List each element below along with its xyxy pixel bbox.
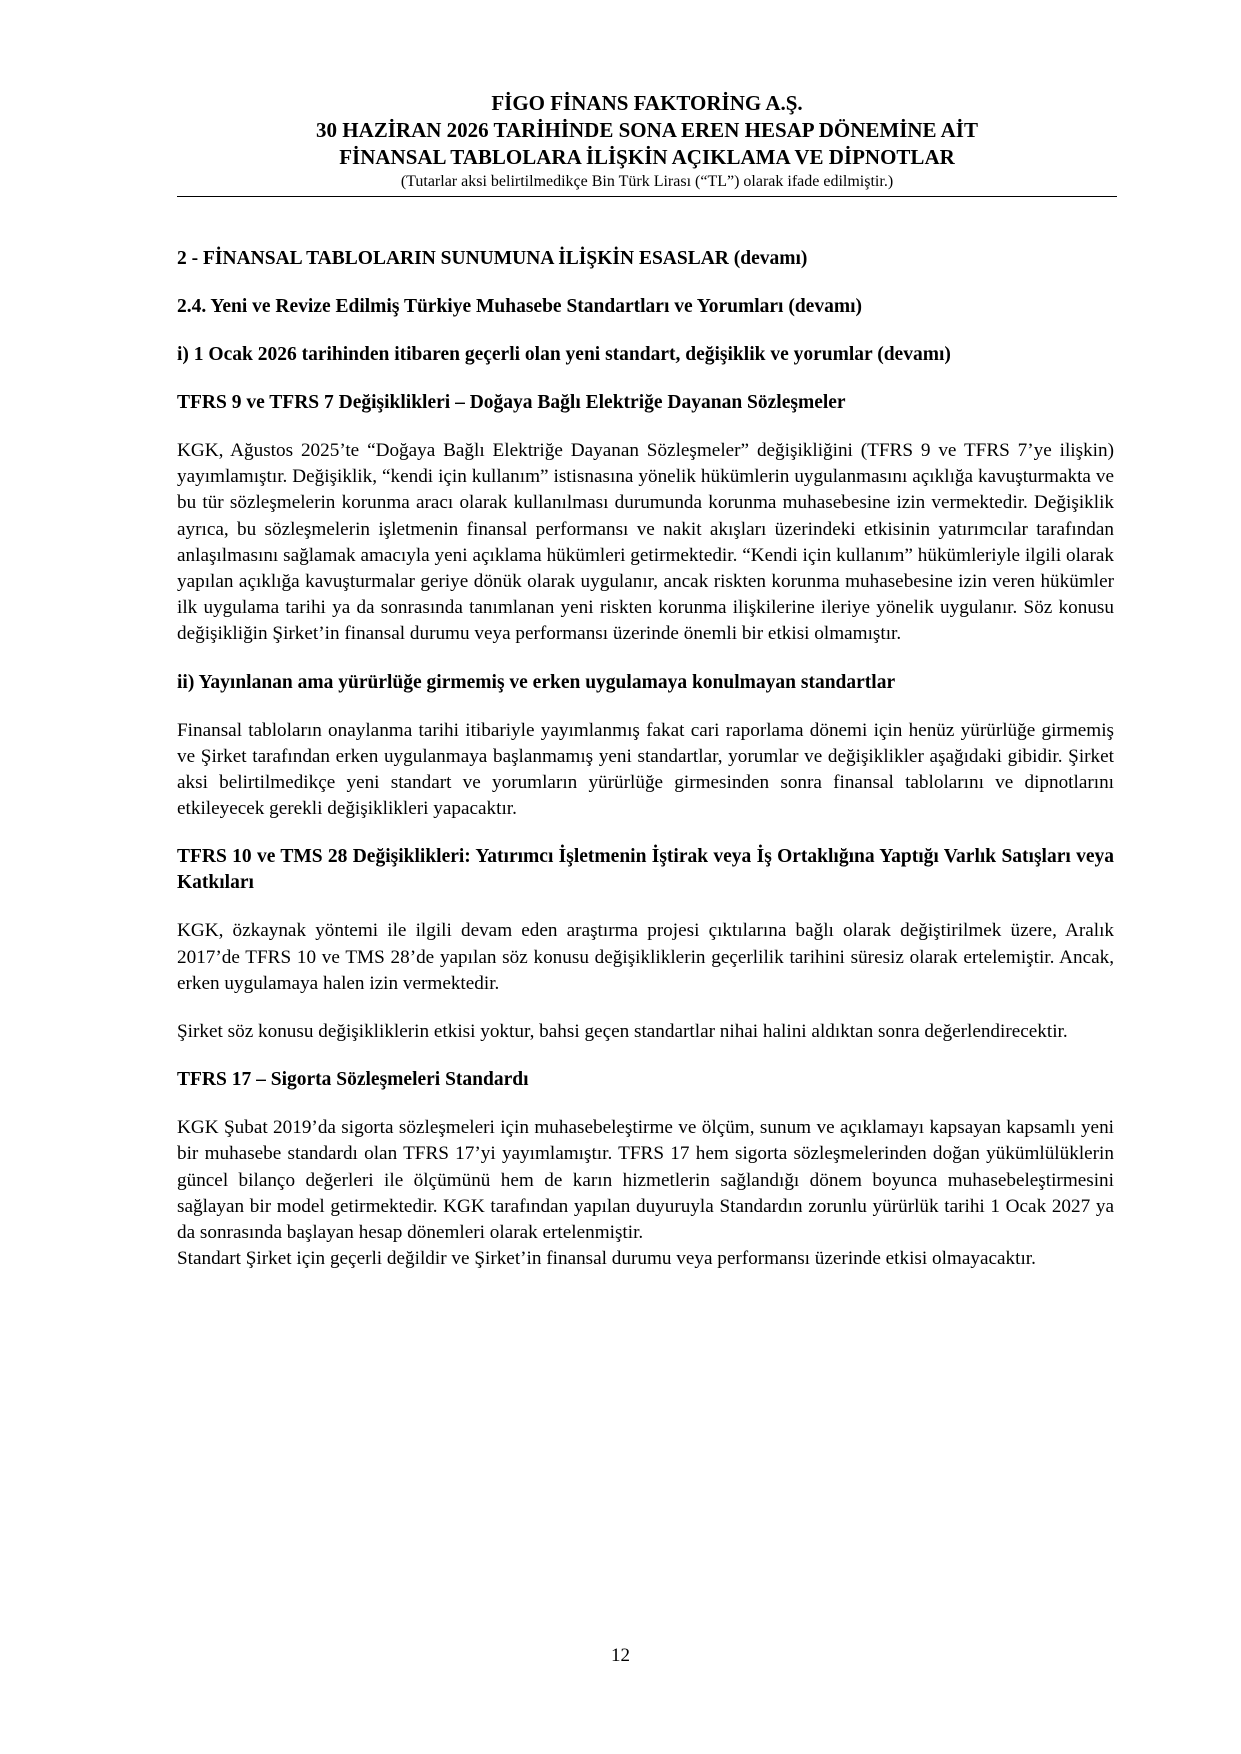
tfrs10-heading: TFRS 10 ve TMS 28 Değişiklikleri: Yatırımcı İşletmenin İştirak veya İş Ortaklığına Yaptığı Varlık Satışları veya Katkıları [177,846,1114,894]
subsection-heading: 2.4. Yeni ve Revize Edilmiş Türkiye Muhasebe Standartları ve Yorumları (devamı) [177,296,862,317]
period-title: 30 HAZİRAN 2026 TARİHİNDE SONA EREN HESAP DÖNEMİNE AİT [315,118,978,142]
section-heading: 2 - FİNANSAL TABLOLARIN SUNUMUNA İLİŞKİN ESASLAR (devamı) [177,248,808,269]
page-number: 12 [611,1645,630,1666]
header-divider [177,196,1117,197]
tfrs17-paragraph-2: Standart Şirket için geçerli değildir ve Şirket’in finansal durumu veya performansı üzerinde etkisi olmayacaktır. [177,1248,1036,1270]
company-name: FİGO FİNANS FAKTORİNG A.Ş. [491,91,803,115]
document-title: FİNANSAL TABLOLARA İLİŞKİN AÇIKLAMA VE DİPNOTLAR [339,145,955,169]
tfrs17-paragraph-1: KGK Şubat 2019’da sigorta sözleşmeleri için muhasebeleştirme ve ölçüm, sunum ve açıklamayı kapsayan kapsamlı yeni bir muhasebe standardı olan TFRS 17’yi yayımlamıştır. TFRS 17 hem sigorta sözleşmelerinden doğan yükümlülüklerin güncel bilanço değerleri ile ölçümünü hem de karın hizmetlerin sağlandığı dönem boyunca muhasebeleştirmesini sağlayan bir model getirmektedir. KGK tarafından yapılan duyuruyla Standardın zorunlu yürürlük tarihi 1 Ocak 2027 ya da sonrasında başlayan hesap dönemleri olarak ertelenmiştir. [177,1117,1114,1244]
tfrs10-paragraph-1: KGK, özkaynak yöntemi ile ilgili devam eden araştırma projesi çıktılarına bağlı olarak değiştirilmek üzere, Aralık 2017’de TFRS 10 ve TMS 28’de yapılan söz konusu değişikliklerin geçerlilik tarihini süresiz olarak ertelemiştir. Ancak, erken uygulamaya halen izin vermektedir. [177,920,1114,994]
page-content [177,246,1114,1294]
tfrs9-heading: TFRS 9 ve TFRS 7 Değişiklikleri – Doğaya Bağlı Elektriğe Dayanan Sözleşmeler [177,392,846,413]
tfrs10-paragraph-2: Şirket söz konusu değişikliklerin etkisi yoktur, bahsi geçen standartlar nihai halini aldıktan sonra değerlendirecektir. [177,1021,1068,1043]
part-i-heading: i) 1 Ocak 2026 tarihinden itibaren geçerli olan yeni standart, değişiklik ve yorumlar (devamı) [177,344,951,365]
tfrs9-paragraph: KGK, Ağustos 2025’te “Doğaya Bağlı Elektriğe Dayanan Sözleşmeler” değişikliğini (TFRS 9 ve TFRS 7’ye ilişkin) yayımlamıştır. Değişiklik, “kendi için kullanım” istisnasına yönelik hükümlerin uygulanmasını açıklığa kavuşturmakta ve bu tür sözleşmelerin korunma aracı olarak kullanılması durumunda korunma muhasebesine izin vermektedir. Değişiklik ayrıca, bu sözleşmelerin işletmenin finansal performansı ve nakit akışları üzerindeki etkisinin yatırımcılar tarafından anlaşılmasını sağlamak amacıyla yeni açıklama hükümleri getirmektedir. “Kendi için kullanım” hükümleriyle ilgili olarak yapılan açıklığa kavuşturmalar geriye dönük olarak uygulanır, ancak riskten korunma muhasebesine izin veren hükümler ilk uygulama tarihi ya da sonrasında tanımlanan yeni riskten korunma ilişkilerine ileriye yönelik uygulanır. Söz konusu değişikliğin Şirket’in finansal durumu veya performansı üzerinde önemli bir etkisi olmamıştır. [177,440,1114,645]
tfrs17-heading: TFRS 17 – Sigorta Sözleşmeleri Standardı [177,1069,529,1091]
part-ii-paragraph: Finansal tabloların onaylanma tarihi itibariyle yayımlanmış fakat cari raporlama dönemi için henüz yürürlüğe girmemiş ve Şirket tarafından erken uygulanmaya başlanmamış yeni standartlar, yorumlar ve değişiklikler aşağıdaki gibidir. Şirket aksi belirtilmedikçe yeni standart ve yorumların yürürlüğe girmesinden sonra finansal tablolarını ve dipnotlarını etkileyecek gerekli değişiklikleri yapacaktır. [177,719,1114,820]
page-header [177,90,1117,193]
currency-note: (Tutarlar aksi belirtilmedikçe Bin Türk Lirası (“TL”) olarak ifade edilmiştir.) [400,173,894,190]
part-ii-heading: ii) Yayınlanan ama yürürlüğe girmemiş ve erken uygulamaya konulmayan standartlar [177,671,896,693]
